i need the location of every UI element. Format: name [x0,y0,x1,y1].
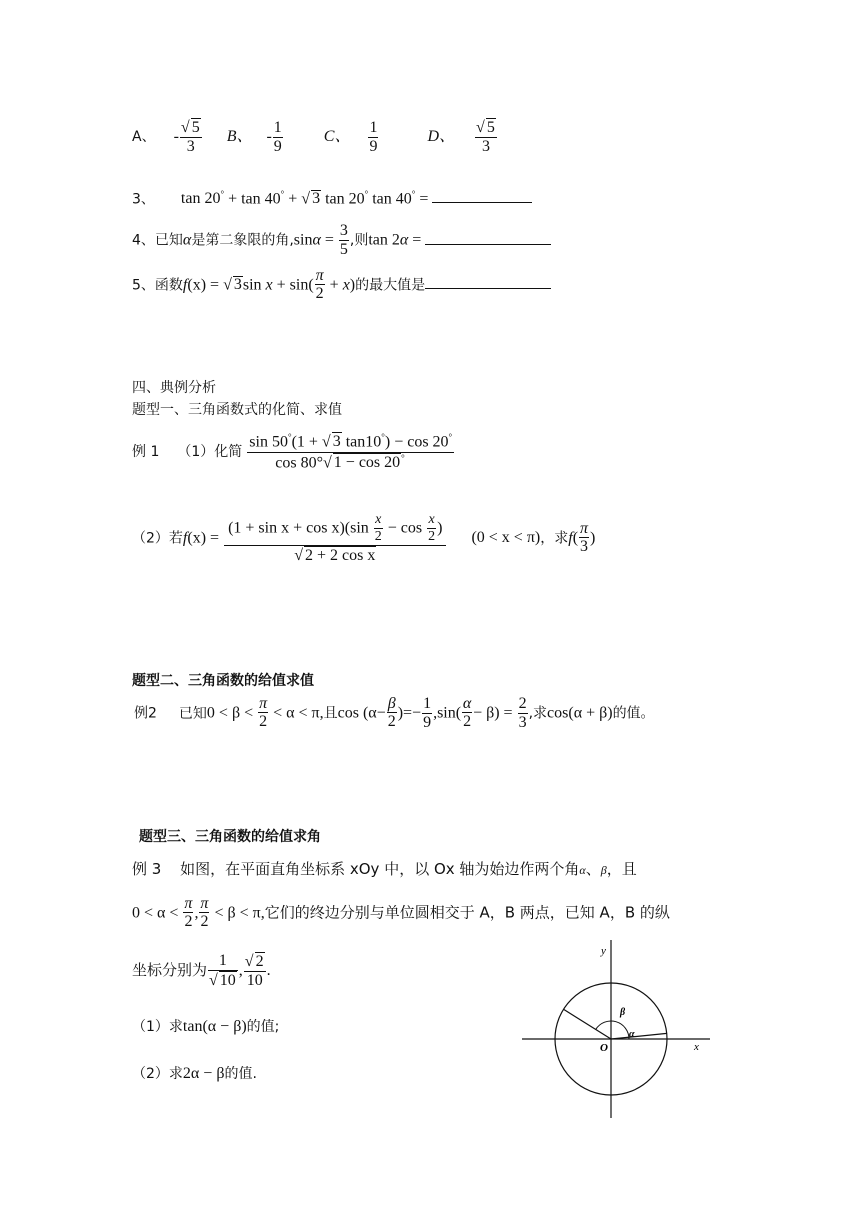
q3-answer-blank [432,200,532,203]
beta-label: β [620,1007,626,1018]
choice-b-sign: - [266,128,272,146]
ex1-2-condition: (0 < x < π) [471,529,541,547]
choice-a-sign: - [173,128,179,146]
q3-expr-b: + tan 40 [224,190,281,208]
example-3-question-1: （1）求tan(α − β)的值; [132,1018,280,1035]
choice-b-label: B、 [226,128,253,146]
terminal-side-beta [564,1009,612,1039]
terminal-side-alpha [611,1033,667,1039]
ex1-2-fraction: (1 + sin x + cos x)(sin $\frac{x}{2}$ − cos $\frac{x}{2}$ ) √ 2 + 2 cos x [224,512,446,566]
choice-c-label: C、 [323,128,351,146]
ex2-label: 例2 [134,705,157,722]
example-3-line-2: 0 < α < $\frac{\pi}{2}$ , $\frac{\pi}{2}$ < β < π,它们的终边分别与单位圆相交于 A，B 两点，已知 A，B 的纵 [132,895,670,930]
q3-label: 3、 [132,191,155,208]
type2-heading: 题型二、三角函数的给值求值 [132,673,314,689]
q3-sqrt: 3 [312,190,321,208]
q4-answer-blank [425,242,551,245]
q4-label: 4、已知 [132,232,183,249]
type3-heading: 题型三、三角函数的给值求角 [139,829,321,845]
example-3-line-3: 坐标分别为 $\frac{1}{√ 10}$ , $\frac{√ 2}{10}$ . [132,952,271,990]
x-axis-label: x [694,1041,699,1053]
example-3-question-2: （2）求2α − β的值. [132,1065,257,1082]
q3-expr-a: tan 20 [180,190,221,208]
type1-heading: 题型一、三角函数式的化简、求值 [132,402,342,418]
question-3: 3、 tan 20° + tan 40° + √ 3 tan 20° tan 40° = [132,190,532,207]
section-title: 四、典例分析 [132,380,216,396]
choice-d-fraction: $\frac{√ 5}{3}$ [476,119,495,156]
ex1-fraction: $\frac{\sin 50^\circ(1 + √ 3 \tan 10^\circ) - \cos 20^\circ}{\cos 80^\circ√ 1 - \cos 20^\circ}$ [249,432,453,472]
ex1-2-label: （2）若 [132,530,183,547]
choice-a-fraction: $\frac{√ 5}{3}$ [180,119,200,156]
ex1-label: 例 1 [132,443,160,460]
choices-row [132,118,498,162]
choice-a-label: A、 [132,129,156,146]
example-3-line-1: 例 3 如图，在平面直角坐标系 xOy 中，以 Ox 轴为始边作两个角α、β，且 [132,860,637,878]
choice-d-label: D、 [427,128,456,146]
ex1-part-label: （1）化简 [177,443,243,460]
question-4: 4、已知α是第二象限的角,sinα = $\frac{3}{5}$ ,则tan 2α = [132,222,551,260]
ex3-label: 例 3 [132,860,162,878]
alpha-label: α [629,1029,635,1040]
unit-circle-figure [522,940,722,1120]
question-5: 5、函数f(x) = √ 3sin x + sin( $\frac{\pi}{2}$ + x)的最大值是 [132,268,551,303]
origin-label: O [600,1042,608,1054]
choice-c-fraction: $\frac{1}{9}$ [369,118,378,155]
example-1-part-1 [132,432,455,472]
q5-answer-blank [425,286,551,289]
y-axis-label: y [601,945,606,957]
example-2: 例2 已知0 < β < $\frac{\pi}{2}$ < α < π,且cos (α− $\frac{\beta}{2}$ )=− $\frac{1}{9}$ ,sin( $\frac{\alpha}{2}$ − β) = $\frac{2}{3}$ ,求cos(α + β)的值。 [134,695,655,732]
angle-arc-beta [596,1021,629,1039]
q5-label: 5、函数 [132,277,183,294]
q5-fraction: $\frac{\pi}{2}$ [315,267,324,302]
q4-fraction: $\frac{3}{5}$ [339,222,348,259]
choice-b-fraction: $\frac{1}{9}$ [273,118,282,155]
example-1-part-2: （2）若f(x) = (1 + sin x + cos x)(sin $\frac{x}{2}$ − cos $\frac{x}{2}$ ) √ 2 + 2 cos x (0 < x < π)，求f( $\frac{\pi}{3}$ ) [132,512,596,565]
